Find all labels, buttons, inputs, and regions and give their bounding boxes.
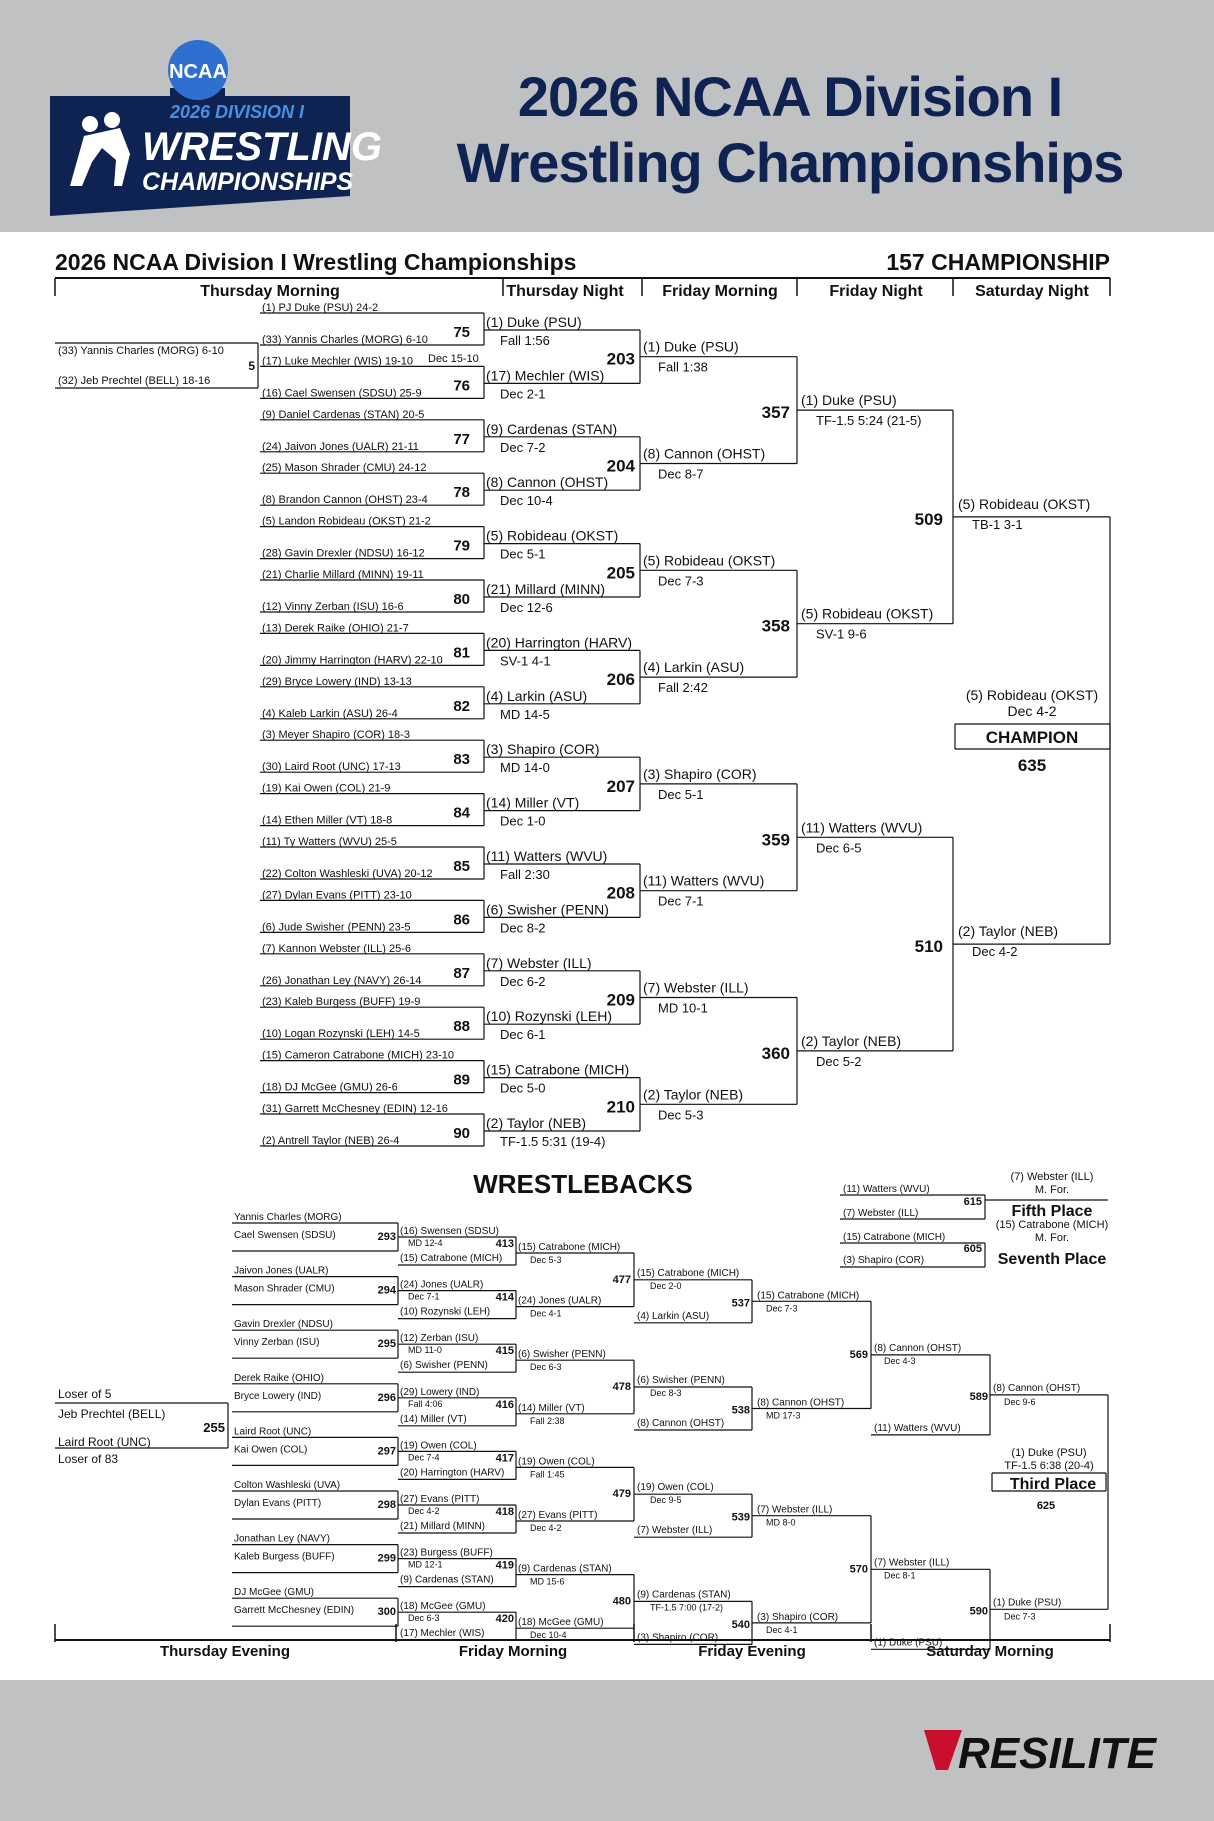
wb-c3-result: Dec 6-3 bbox=[530, 1362, 562, 1373]
fifth-result: M. For. bbox=[1034, 1184, 1070, 1196]
r2-result: Dec 1-0 bbox=[500, 813, 546, 829]
r1-wrestler: (4) Kaleb Larkin (ASU) 26-4 bbox=[262, 707, 398, 720]
wb-c4-bout-number: 538 bbox=[731, 1404, 750, 1417]
final-result: TB-1 3-1 bbox=[972, 516, 1023, 532]
qf-result: Dec 5-3 bbox=[658, 1107, 704, 1123]
wb-c2-wrestler: (20) Harrington (HARV) bbox=[400, 1467, 505, 1479]
wb-c1-wrestler: Jonathan Ley (NAVY) bbox=[234, 1533, 330, 1545]
wb-c4-bout-number: 540 bbox=[731, 1618, 750, 1631]
r2-bout-number: 210 bbox=[606, 1097, 635, 1117]
qf-bout-number: 357 bbox=[761, 403, 790, 423]
r1-wrestler: (16) Cael Swensen (SDSU) 25-9 bbox=[262, 387, 422, 400]
wb-c3-bout-number: 478 bbox=[612, 1381, 631, 1393]
wb-c5-result: Dec 7-3 bbox=[766, 1303, 798, 1314]
qf-wrestler: (3) Shapiro (COR) bbox=[643, 765, 757, 782]
r1-wrestler: (11) Ty Watters (WVU) 25-5 bbox=[262, 836, 397, 848]
third-place-bout: 625 bbox=[1036, 1500, 1056, 1512]
qf-result: Fall 2:42 bbox=[658, 680, 708, 696]
wb-c1-bout-number: 296 bbox=[377, 1391, 396, 1404]
r2-wrestler: (10) Rozynski (LEH) bbox=[486, 1008, 613, 1025]
wb-c1-wrestler: Colton Washleski (UVA) bbox=[234, 1480, 341, 1491]
wb-c2-bout-number: 414 bbox=[495, 1291, 514, 1304]
qf-result: MD 10-1 bbox=[658, 1000, 708, 1016]
wb-c4-result: Dec 8-3 bbox=[650, 1388, 682, 1398]
wb-c2-wrestler: (21) Millard (MINN) bbox=[400, 1521, 485, 1532]
r2-result: Dec 7-2 bbox=[500, 439, 546, 455]
r2-wrestler: (2) Taylor (NEB) bbox=[486, 1115, 587, 1131]
r1-bout-number: 83 bbox=[453, 751, 470, 769]
qf-wrestler: (1) Duke (PSU) bbox=[643, 338, 739, 355]
r2-wrestler: (4) Larkin (ASU) bbox=[486, 687, 588, 704]
r2-result: Dec 6-1 bbox=[500, 1027, 546, 1043]
wb-c1-wrestler: DJ McGee (GMU) bbox=[234, 1587, 314, 1599]
r2-bout-number: 207 bbox=[606, 776, 635, 796]
wb-c2-wrestler: (12) Zerban (ISU) bbox=[400, 1333, 479, 1345]
r2-wrestler: (6) Swisher (PENN) bbox=[486, 901, 609, 918]
r1-wrestler: (24) Jaivon Jones (UALR) 21-11 bbox=[262, 440, 419, 453]
wb-c4-wrestler: (6) Swisher (PENN) bbox=[637, 1375, 725, 1386]
qf-wrestler: (8) Cannon (OHST) bbox=[643, 445, 766, 462]
fifth-wrestler: (7) Webster (ILL) bbox=[843, 1208, 919, 1219]
r2-wrestler: (5) Robideau (OKST) bbox=[486, 527, 619, 544]
poster-title-line2: Wrestling Championships bbox=[456, 131, 1124, 194]
wb-c5-wrestler: (3) Shapiro (COR) bbox=[757, 1611, 839, 1623]
wb-c6-result: Dec 4-3 bbox=[884, 1355, 916, 1366]
wb-c4-wrestler: (8) Cannon (OHST) bbox=[637, 1418, 725, 1429]
wb-c1-bout-number: 293 bbox=[377, 1231, 396, 1243]
r2-result: Dec 5-1 bbox=[500, 546, 546, 562]
wb-c5-result: Dec 4-1 bbox=[766, 1624, 798, 1635]
sf-result: SV-1 9-6 bbox=[816, 626, 867, 642]
wb-c3-wrestler: (9) Cardenas (STAN) bbox=[518, 1563, 612, 1575]
r1-bout-number: 82 bbox=[453, 697, 470, 715]
wb-c2-wrestler: (14) Miller (VT) bbox=[400, 1413, 467, 1425]
wb-c1-bout-number: 299 bbox=[377, 1552, 396, 1565]
fifth-place-label: Fifth Place bbox=[1011, 1203, 1093, 1220]
wb-c1-wrestler: Kaleb Burgess (BUFF) bbox=[234, 1551, 335, 1563]
r1-wrestler: (2) Antrell Taylor (NEB) 26-4 bbox=[262, 1135, 400, 1147]
r1-bout-number: 79 bbox=[453, 537, 470, 555]
qf-wrestler: (5) Robideau (OKST) bbox=[643, 552, 776, 569]
r2-result: Dec 8-2 bbox=[500, 920, 546, 936]
r2-bout-number: 204 bbox=[606, 456, 635, 476]
r2-result: TF-1.5 5:31 (19-4) bbox=[500, 1134, 606, 1149]
wb-c5-result: MD 8-0 bbox=[766, 1517, 796, 1528]
wb-c5-wrestler: (7) Webster (ILL) bbox=[757, 1504, 833, 1516]
wb-c6-wrestler: (11) Watters (WVU) bbox=[874, 1422, 961, 1434]
champion-label: CHAMPION bbox=[985, 728, 1079, 747]
footer-round-label: Thursday Evening bbox=[159, 1643, 291, 1660]
r1-wrestler: (15) Cameron Catrabone (MICH) 23-10 bbox=[262, 1049, 454, 1062]
wb-c2-bout-number: 413 bbox=[495, 1238, 514, 1250]
wb-c2-wrestler: (16) Swensen (SDSU) bbox=[400, 1226, 499, 1237]
r2-result: Dec 6-2 bbox=[500, 973, 546, 989]
wb-c4-wrestler: (15) Catrabone (MICH) bbox=[637, 1267, 740, 1279]
wb-c4-wrestler: (3) Shapiro (COR) bbox=[637, 1632, 719, 1644]
r2-wrestler: (21) Millard (MINN) bbox=[486, 581, 605, 597]
r2-bout-number: 209 bbox=[606, 990, 635, 1010]
seventh-winner: (15) Catrabone (MICH) bbox=[995, 1219, 1109, 1231]
r1-wrestler: (7) Kannon Webster (ILL) 25-6 bbox=[262, 942, 411, 955]
wb-c7-wrestler: (1) Duke (PSU) bbox=[993, 1597, 1062, 1609]
wb-c1-wrestler: Mason Shrader (CMU) bbox=[234, 1283, 335, 1295]
wb-c1-bout-number: 298 bbox=[377, 1499, 396, 1511]
r1-wrestler: (14) Ethen Miller (VT) 18-8 bbox=[262, 814, 393, 827]
r1-wrestler: (18) DJ McGee (GMU) 26-6 bbox=[262, 1081, 398, 1094]
wb-c5-result: MD 17-3 bbox=[766, 1410, 801, 1421]
qf-result: Dec 7-3 bbox=[658, 573, 704, 589]
wb-c3-result: Dec 10-4 bbox=[530, 1630, 567, 1641]
sf-wrestler: (5) Robideau (OKST) bbox=[801, 605, 934, 622]
wb-c3-result: Fall 1:45 bbox=[530, 1469, 565, 1480]
r1-wrestler: (13) Derek Raike (OHIO) 21-7 bbox=[262, 622, 409, 635]
wb-c2-wrestler: (19) Owen (COL) bbox=[400, 1440, 477, 1452]
sf-wrestler: (1) Duke (PSU) bbox=[801, 392, 897, 409]
sf-result: Dec 5-2 bbox=[816, 1053, 862, 1069]
r1-bout-number: 86 bbox=[453, 911, 470, 929]
wb-c1-wrestler: Laird Root (UNC) bbox=[234, 1426, 312, 1438]
r1-wrestler: (25) Mason Shrader (CMU) 24-12 bbox=[262, 462, 427, 475]
wb-c6-bout-number: 590 bbox=[969, 1605, 988, 1618]
seventh-result: M. For. bbox=[1034, 1232, 1070, 1244]
round-label: Friday Morning bbox=[662, 283, 778, 300]
wb-c2-wrestler: (10) Rozynski (LEH) bbox=[400, 1306, 491, 1318]
qf-wrestler: (4) Larkin (ASU) bbox=[643, 659, 745, 676]
wb-lt-wrestler: Jeb Prechtel (BELL) bbox=[58, 1407, 166, 1421]
r1-wrestler: (10) Logan Rozynski (LEH) 14-5 bbox=[262, 1028, 420, 1041]
wb-c2-wrestler: (24) Jones (UALR) bbox=[400, 1279, 484, 1291]
wb-c6-wrestler: (1) Duke (PSU) bbox=[874, 1637, 943, 1649]
sheet-title: 2026 NCAA Division I Wrestling Championships bbox=[55, 249, 577, 275]
wb-c4-result: Dec 9-5 bbox=[650, 1495, 682, 1506]
logo-line3: CHAMPIONSHIPS bbox=[142, 168, 354, 196]
r1-bout-number: 89 bbox=[453, 1071, 470, 1089]
round-label: Thursday Morning bbox=[200, 283, 340, 300]
final-wrestler: (5) Robideau (OKST) bbox=[958, 495, 1091, 512]
round-label: Thursday Night bbox=[506, 283, 624, 300]
r2-result: Fall 1:56 bbox=[500, 333, 550, 348]
wb-c1-wrestler: Derek Raike (OHIO) bbox=[234, 1372, 325, 1384]
r2-wrestler: (17) Mechler (WIS) bbox=[486, 367, 605, 384]
wb-c1-wrestler: Jaivon Jones (UALR) bbox=[234, 1265, 329, 1277]
sf-result: TF-1.5 5:24 (21-5) bbox=[816, 413, 922, 429]
sf-bout-number: 510 bbox=[914, 937, 943, 957]
r2-result: Dec 12-6 bbox=[500, 600, 553, 615]
wb-c2-result: MD 11-0 bbox=[408, 1345, 442, 1356]
poster-title-line1: 2026 NCAA Division I bbox=[517, 65, 1063, 128]
r1-wrestler: (5) Landon Robideau (OKST) 21-2 bbox=[262, 515, 431, 528]
r1-wrestler: (33) Yannis Charles (MORG) 6-10 bbox=[262, 334, 428, 346]
wb-c1-bout-number: 294 bbox=[377, 1284, 396, 1297]
qf-result: Dec 8-7 bbox=[658, 466, 704, 482]
sf-wrestler: (2) Taylor (NEB) bbox=[801, 1032, 902, 1049]
wb-c1-bout-number: 295 bbox=[377, 1338, 396, 1351]
wb-c2-result: Dec 4-2 bbox=[408, 1506, 440, 1516]
wb-c1-bout-number: 297 bbox=[377, 1445, 396, 1458]
r1-wrestler: (6) Jude Swisher (PENN) 23-5 bbox=[262, 921, 411, 934]
r1-wrestler: (20) Jimmy Harrington (HARV) 22-10 bbox=[262, 654, 443, 667]
sf-result: Dec 6-5 bbox=[816, 840, 862, 856]
r2-wrestler: (11) Watters (WVU) bbox=[486, 848, 608, 864]
qf-wrestler: (7) Webster (ILL) bbox=[643, 979, 749, 996]
wb-lt-source: Loser of 5 bbox=[58, 1387, 112, 1401]
r1-bout-number: 84 bbox=[453, 804, 470, 822]
r1-bout-number: 77 bbox=[453, 430, 470, 448]
wb-c2-bout-number: 415 bbox=[495, 1345, 514, 1358]
r1-prelim-result: Dec 15-10 bbox=[428, 353, 479, 365]
wrestlebacks-title: WRESTLEBACKS bbox=[473, 1169, 693, 1199]
r1-wrestler: (28) Gavin Drexler (NDSU) 16-12 bbox=[262, 547, 425, 560]
r2-result: Dec 10-4 bbox=[500, 493, 553, 509]
sf-bout-number: 509 bbox=[914, 509, 943, 529]
poster-title bbox=[400, 64, 1180, 196]
wb-c3-bout-number: 479 bbox=[612, 1488, 631, 1501]
r2-bout-number: 208 bbox=[606, 883, 635, 903]
r1-wrestler: (17) Luke Mechler (WIS) 19-10 bbox=[262, 355, 413, 368]
r1-bout-number: 80 bbox=[453, 591, 470, 608]
logo-ncaa: NCAA bbox=[169, 61, 227, 83]
r2-result: Dec 2-1 bbox=[500, 386, 546, 402]
wb-c2-bout-number: 416 bbox=[495, 1398, 514, 1411]
wb-c2-wrestler: (9) Cardenas (STAN) bbox=[400, 1574, 494, 1586]
champion-name: (5) Robideau (OKST) bbox=[965, 687, 1099, 703]
r1-wrestler: (27) Dylan Evans (PITT) 23-10 bbox=[262, 889, 412, 902]
third-place-result: TF-1.5 6:38 (20-4) bbox=[1004, 1460, 1094, 1472]
r2-result: SV-1 4-1 bbox=[500, 653, 551, 669]
wb-c7-wrestler: (8) Cannon (OHST) bbox=[993, 1382, 1081, 1394]
r1-bout-number: 76 bbox=[453, 377, 470, 395]
third-place-name: (1) Duke (PSU) bbox=[1011, 1447, 1087, 1459]
wb-c3-result: Dec 4-1 bbox=[530, 1308, 562, 1319]
championships-logo bbox=[50, 36, 400, 216]
wb-c1-wrestler: Vinny Zerban (ISU) bbox=[234, 1337, 320, 1349]
sponsor-swoosh-icon bbox=[924, 1730, 962, 1770]
fifth-wrestler: (11) Watters (WVU) bbox=[843, 1184, 930, 1195]
logo-line2: WRESTLING bbox=[142, 125, 382, 169]
wb-c5-wrestler: (15) Catrabone (MICH) bbox=[757, 1290, 860, 1302]
fifth-bout-number: 615 bbox=[963, 1196, 982, 1208]
r2-result: MD 14-5 bbox=[500, 706, 550, 722]
qf-result: Dec 5-1 bbox=[658, 786, 704, 802]
r1-bout-number: 87 bbox=[453, 964, 470, 982]
wb-c1-wrestler: Cael Swensen (SDSU) bbox=[234, 1230, 336, 1241]
wb-c2-wrestler: (27) Evans (PITT) bbox=[400, 1494, 480, 1505]
wb-lt-source: Loser of 83 bbox=[58, 1452, 119, 1466]
r2-result: MD 14-0 bbox=[500, 760, 550, 776]
wb-c3-result: Dec 4-2 bbox=[530, 1523, 562, 1533]
wb-c7-result: Dec 7-3 bbox=[1004, 1611, 1036, 1622]
wb-c2-result: MD 12-1 bbox=[408, 1559, 443, 1570]
wb-c3-wrestler: (19) Owen (COL) bbox=[518, 1456, 595, 1468]
r2-result: Dec 5-0 bbox=[500, 1080, 546, 1096]
wb-c6-wrestler: (7) Webster (ILL) bbox=[874, 1557, 950, 1569]
r1-bout-number: 81 bbox=[453, 644, 470, 662]
r1-bout-number: 90 bbox=[453, 1125, 470, 1142]
wb-c6-result: Dec 8-1 bbox=[884, 1570, 916, 1581]
wb-c1-wrestler: Gavin Drexler (NDSU) bbox=[234, 1319, 333, 1331]
wb-c3-result: Dec 5-3 bbox=[530, 1255, 562, 1265]
round-label: Saturday Night bbox=[975, 283, 1089, 300]
third-place-label: Third Place bbox=[1009, 1476, 1097, 1493]
wb-c2-result: Dec 6-3 bbox=[408, 1613, 440, 1624]
r1-wrestler: (26) Jonathan Ley (NAVY) 26-14 bbox=[262, 974, 422, 987]
wb-c5-bout-number: 570 bbox=[849, 1563, 868, 1576]
wb-lt-bout: 255 bbox=[203, 1420, 225, 1435]
wb-c4-wrestler: (19) Owen (COL) bbox=[637, 1482, 714, 1494]
r1-wrestler: (22) Colton Washleski (UVA) 20-12 bbox=[262, 868, 433, 880]
wb-c3-wrestler: (15) Catrabone (MICH) bbox=[518, 1242, 621, 1253]
wb-c4-bout-number: 537 bbox=[731, 1297, 750, 1310]
r2-wrestler: (9) Cardenas (STAN) bbox=[486, 420, 618, 437]
wb-c3-result: MD 15-6 bbox=[530, 1576, 565, 1587]
r1-wrestler: (29) Bryce Lowery (IND) 13-13 bbox=[262, 675, 412, 688]
wb-c4-wrestler: (7) Webster (ILL) bbox=[637, 1525, 713, 1537]
wb-c3-bout-number: 477 bbox=[612, 1273, 631, 1286]
wb-c4-bout-number: 539 bbox=[731, 1511, 750, 1524]
sf-wrestler: (11) Watters (WVU) bbox=[801, 819, 923, 836]
wb-c4-wrestler: (4) Larkin (ASU) bbox=[637, 1310, 710, 1322]
final-wrestler: (2) Taylor (NEB) bbox=[958, 923, 1059, 940]
r2-bout-number: 206 bbox=[606, 670, 635, 690]
wb-c4-result: TF-1.5 7:00 (17-2) bbox=[650, 1602, 724, 1613]
r1-wrestler: (1) PJ Duke (PSU) 24-2 bbox=[262, 302, 379, 314]
r1-bout-number: 78 bbox=[453, 484, 470, 502]
qf-result: Fall 1:38 bbox=[658, 359, 708, 375]
prelim-wrestler: (33) Yannis Charles (MORG) 6-10 bbox=[58, 345, 224, 357]
r1-wrestler: (19) Kai Owen (COL) 21-9 bbox=[262, 782, 391, 795]
wb-c4-wrestler: (9) Cardenas (STAN) bbox=[637, 1589, 731, 1601]
footer-round-label: Friday Evening bbox=[698, 1643, 806, 1660]
qf-result: Dec 7-1 bbox=[658, 893, 704, 909]
round-label: Friday Night bbox=[829, 283, 923, 300]
r1-wrestler: (8) Brandon Cannon (OHST) 23-4 bbox=[262, 494, 428, 507]
qf-bout-number: 358 bbox=[761, 616, 790, 636]
wb-c4-result: Dec 2-0 bbox=[650, 1280, 682, 1291]
r2-wrestler: (7) Webster (ILL) bbox=[486, 954, 592, 971]
wb-c2-bout-number: 418 bbox=[495, 1506, 514, 1518]
r2-bout-number: 203 bbox=[606, 349, 635, 369]
wb-c3-wrestler: (14) Miller (VT) bbox=[518, 1402, 585, 1414]
wb-c2-wrestler: (18) McGee (GMU) bbox=[400, 1601, 486, 1613]
champion-result: Dec 4-2 bbox=[1007, 703, 1057, 719]
wb-c1-wrestler: Yannis Charles (MORG) bbox=[234, 1212, 342, 1223]
r1-wrestler: (23) Kaleb Burgess (BUFF) 19-9 bbox=[262, 996, 421, 1009]
wb-c1-wrestler: Garrett McChesney (EDIN) bbox=[234, 1605, 355, 1617]
prelim-bout: 5 bbox=[248, 359, 255, 373]
wb-c1-bout-number: 300 bbox=[377, 1606, 396, 1619]
wb-c2-bout-number: 419 bbox=[495, 1559, 514, 1572]
r2-wrestler: (14) Miller (VT) bbox=[486, 794, 580, 811]
wb-c2-wrestler: (15) Catrabone (MICH) bbox=[400, 1253, 503, 1264]
sponsor-logo bbox=[922, 1720, 1192, 1780]
bracket bbox=[0, 232, 1214, 1680]
wb-c2-wrestler: (17) Mechler (WIS) bbox=[400, 1628, 485, 1640]
wb-c3-wrestler: (24) Jones (UALR) bbox=[518, 1295, 602, 1307]
qf-bout-number: 360 bbox=[761, 1043, 790, 1063]
wb-c2-wrestler: (29) Lowery (IND) bbox=[400, 1386, 480, 1398]
seventh-bout-number: 605 bbox=[963, 1243, 982, 1255]
qf-wrestler: (11) Watters (WVU) bbox=[643, 872, 765, 889]
wb-c2-result: Dec 7-4 bbox=[408, 1452, 440, 1463]
prelim-wrestler: (32) Jeb Prechtel (BELL) 18-16 bbox=[58, 375, 211, 387]
wb-c1-wrestler: Dylan Evans (PITT) bbox=[234, 1498, 322, 1509]
wb-c2-bout-number: 420 bbox=[495, 1613, 514, 1626]
seventh-wrestler: (3) Shapiro (COR) bbox=[843, 1255, 925, 1266]
footer-round-label: Saturday Morning bbox=[926, 1643, 1054, 1660]
weight-class: 157 CHAMPIONSHIP bbox=[886, 249, 1110, 275]
r2-wrestler: (3) Shapiro (COR) bbox=[486, 741, 600, 758]
r1-bout-number: 88 bbox=[453, 1018, 470, 1036]
wb-c3-result: Fall 2:38 bbox=[530, 1415, 565, 1426]
wb-c3-wrestler: (18) McGee (GMU) bbox=[518, 1617, 604, 1629]
qf-bout-number: 359 bbox=[761, 830, 790, 850]
sponsor-name: RESILITE bbox=[958, 1729, 1157, 1778]
footer-round-label: Friday Morning bbox=[458, 1643, 568, 1660]
champion-bout: 635 bbox=[1017, 756, 1047, 775]
r1-bout-number: 85 bbox=[453, 858, 470, 875]
r1-wrestler: (31) Garrett McChesney (EDIN) 12-16 bbox=[262, 1103, 448, 1115]
r2-wrestler: (1) Duke (PSU) bbox=[486, 314, 582, 330]
wb-c2-wrestler: (23) Burgess (BUFF) bbox=[400, 1547, 493, 1559]
wb-c2-result: Dec 7-1 bbox=[408, 1291, 440, 1302]
wb-c6-bout-number: 589 bbox=[969, 1390, 988, 1403]
wb-c5-wrestler: (8) Cannon (OHST) bbox=[757, 1397, 845, 1409]
wb-c7-result: Dec 9-6 bbox=[1004, 1396, 1036, 1407]
wb-c3-wrestler: (27) Evans (PITT) bbox=[518, 1510, 598, 1521]
r2-wrestler: (8) Cannon (OHST) bbox=[486, 474, 609, 491]
r2-result: Fall 2:30 bbox=[500, 867, 550, 882]
r1-wrestler: (9) Daniel Cardenas (STAN) 20-5 bbox=[262, 408, 425, 421]
wb-c1-wrestler: Kai Owen (COL) bbox=[234, 1444, 308, 1456]
logo-line1: 2026 DIVISION I bbox=[170, 102, 305, 122]
wb-c3-wrestler: (6) Swisher (PENN) bbox=[518, 1349, 606, 1361]
wb-lt-wrestler: Laird Root (UNC) bbox=[58, 1435, 151, 1449]
r1-wrestler: (12) Vinny Zerban (ISU) 16-6 bbox=[262, 601, 404, 613]
r1-wrestler: (3) Meyer Shapiro (COR) 18-3 bbox=[262, 729, 410, 742]
qf-wrestler: (2) Taylor (NEB) bbox=[643, 1086, 744, 1103]
wb-c1-wrestler: Bryce Lowery (IND) bbox=[234, 1390, 322, 1402]
wb-c3-bout-number: 480 bbox=[612, 1595, 631, 1608]
seventh-place-label: Seventh Place bbox=[997, 1251, 1107, 1268]
r1-wrestler: (21) Charlie Millard (MINN) 19-11 bbox=[262, 569, 424, 581]
r1-wrestler: (30) Laird Root (UNC) 17-13 bbox=[262, 761, 401, 774]
wb-c5-bout-number: 569 bbox=[849, 1348, 868, 1361]
final-result: Dec 4-2 bbox=[972, 944, 1018, 960]
fifth-winner: (7) Webster (ILL) bbox=[1010, 1171, 1094, 1183]
r2-wrestler: (20) Harrington (HARV) bbox=[486, 634, 633, 651]
wb-c2-bout-number: 417 bbox=[495, 1452, 514, 1465]
wb-c2-result: MD 12-4 bbox=[408, 1238, 443, 1248]
wb-c2-wrestler: (6) Swisher (PENN) bbox=[400, 1360, 488, 1372]
r2-bout-number: 205 bbox=[606, 563, 635, 583]
seventh-wrestler: (15) Catrabone (MICH) bbox=[843, 1232, 946, 1243]
wb-c6-wrestler: (8) Cannon (OHST) bbox=[874, 1342, 962, 1354]
r2-wrestler: (15) Catrabone (MICH) bbox=[486, 1061, 630, 1078]
r1-bout-number: 75 bbox=[453, 324, 470, 341]
wb-c2-result: Fall 4:06 bbox=[408, 1398, 443, 1409]
